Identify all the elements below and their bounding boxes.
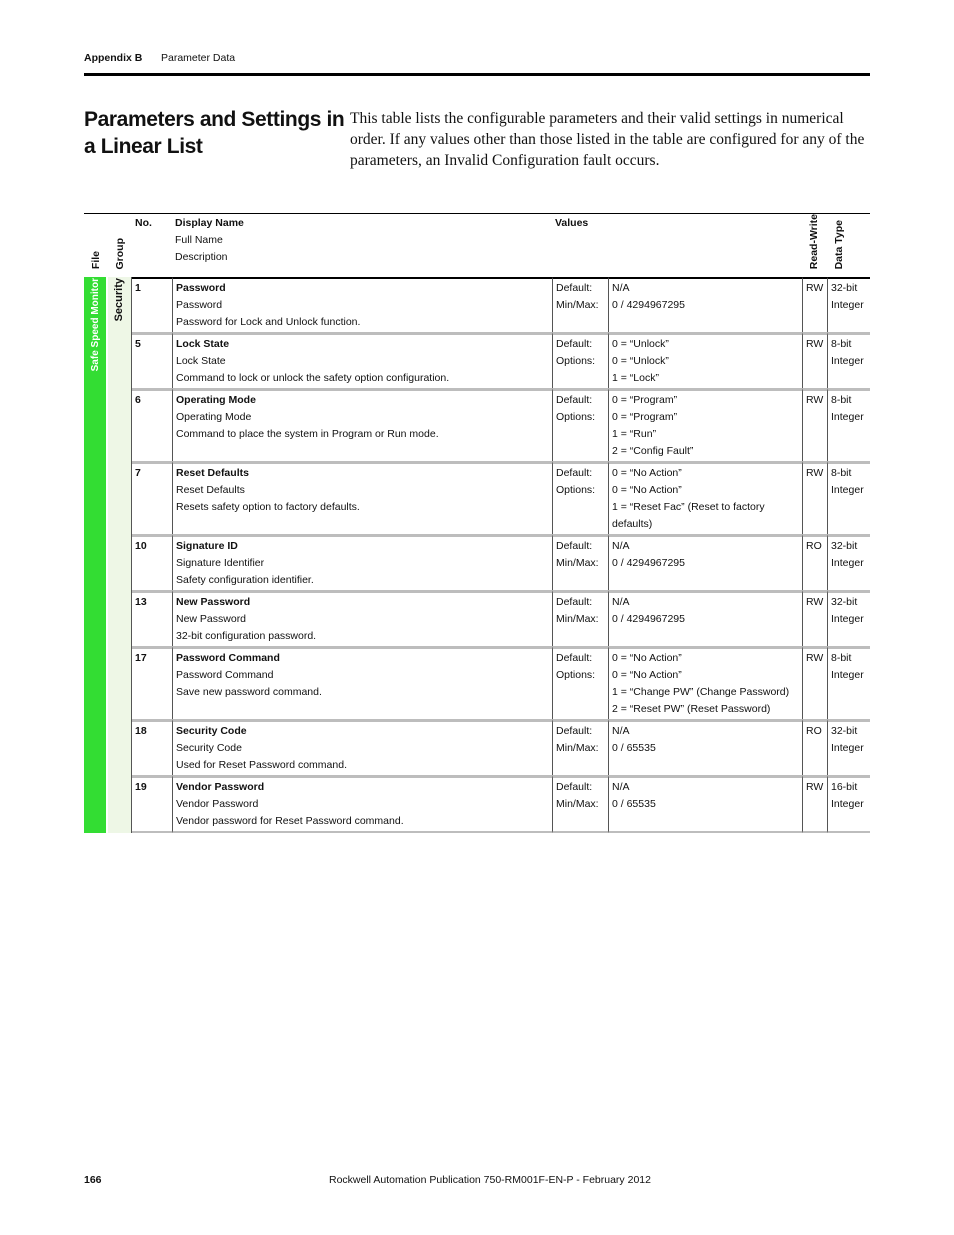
param-full-name: New Password: [176, 613, 247, 626]
data-type-line: 8-bit: [831, 652, 852, 665]
header-data-type: Data Type: [827, 213, 870, 277]
value-labels: [552, 388, 608, 461]
group-label: Security: [113, 278, 125, 322]
param-full-name: Password Command: [176, 669, 274, 682]
table-row: [84, 646, 870, 719]
param-display-name: New Password: [176, 596, 251, 609]
param-description: Vendor password for Reset Password command.: [176, 815, 404, 828]
param-description: Command to place the system in Program or Run mode.: [176, 428, 439, 441]
param-description: Safety configuration identifier.: [176, 574, 314, 587]
parameter-table: [84, 213, 870, 833]
param-names: [172, 277, 552, 332]
value-label: Min/Max:: [556, 742, 599, 755]
data-type-line: Integer: [831, 355, 864, 368]
param-display-name: Lock State: [176, 338, 230, 351]
param-full-name: Operating Mode: [176, 411, 252, 424]
value-label: Default:: [556, 725, 593, 738]
param-display-name: Vendor Password: [176, 781, 265, 794]
param-names: [172, 534, 552, 590]
param-names: [172, 388, 552, 461]
param-number: 18: [132, 719, 172, 775]
read-write: RW: [802, 461, 827, 534]
header-values: Values: [552, 213, 802, 277]
param-display-name: Reset Defaults: [176, 467, 249, 480]
data-type-line: Integer: [831, 299, 864, 312]
value-label: Default:: [556, 596, 593, 609]
data-type-line: Integer: [831, 557, 864, 570]
value-item: 0 / 65535: [612, 798, 656, 811]
param-number: 13: [132, 590, 172, 646]
param-full-name: Security Code: [176, 742, 242, 755]
value-item: 1 = “Run”: [612, 428, 657, 441]
param-names: [172, 719, 552, 775]
value-item: 2 = “Config Fault”: [612, 445, 694, 458]
value-labels: [552, 534, 608, 590]
value-list: [608, 590, 802, 646]
param-display-name: Password Command: [176, 652, 280, 665]
value-label: Default:: [556, 652, 593, 665]
header-group: Group: [108, 213, 132, 277]
data-type: [827, 461, 870, 534]
value-list: [608, 775, 802, 833]
page-number: 166: [84, 1174, 102, 1186]
data-type: [827, 388, 870, 461]
table-row: [84, 719, 870, 775]
file-label: Safe Speed Monitor: [90, 278, 101, 372]
param-display-name: Password: [176, 282, 226, 295]
value-label: Default:: [556, 338, 593, 351]
param-description: 32-bit configuration password.: [176, 630, 317, 643]
param-description: Used for Reset Password command.: [176, 759, 347, 772]
param-description: Command to lock or unlock the safety option configuration.: [176, 372, 450, 385]
value-label: Default:: [556, 781, 593, 794]
read-write: RW: [802, 775, 827, 833]
param-number: 6: [132, 388, 172, 461]
value-item: 0 = “Program”: [612, 411, 678, 424]
read-write: RO: [802, 534, 827, 590]
page-header: [84, 52, 870, 64]
table-row: [84, 590, 870, 646]
value-labels: [552, 277, 608, 332]
parameter-table-body: [84, 277, 870, 833]
value-item: N/A: [612, 596, 630, 609]
value-label: Min/Max:: [556, 613, 599, 626]
data-type: [827, 775, 870, 833]
data-type: [827, 277, 870, 332]
param-names: [172, 461, 552, 534]
table-row: [84, 277, 870, 332]
value-item: 0 = “No Action”: [612, 467, 682, 480]
table-row: [84, 332, 870, 388]
value-item: 0 = “Program”: [612, 394, 678, 407]
table-row: [84, 775, 870, 833]
value-list: [608, 388, 802, 461]
param-number: 1: [132, 277, 172, 332]
value-label: Default:: [556, 394, 593, 407]
read-write: RW: [802, 332, 827, 388]
data-type-line: 8-bit: [831, 338, 852, 351]
param-full-name: Password: [176, 299, 223, 312]
value-item: N/A: [612, 725, 630, 738]
value-item: 0 / 4294967295: [612, 613, 685, 626]
value-item: 0 = “No Action”: [612, 669, 682, 682]
value-item: 2 = “Reset PW” (Reset Password): [612, 703, 771, 716]
value-label: Options:: [556, 669, 596, 682]
param-number: 17: [132, 646, 172, 719]
data-type: [827, 590, 870, 646]
value-list: [608, 332, 802, 388]
data-type-line: 16-bit: [831, 781, 858, 794]
param-full-name: Signature Identifier: [176, 557, 265, 570]
appendix-label: Appendix B: [84, 52, 143, 64]
read-write: RW: [802, 277, 827, 332]
param-description: Password for Lock and Unlock function.: [176, 316, 361, 329]
value-label: Options:: [556, 355, 596, 368]
value-item: 0 = “No Action”: [612, 484, 682, 497]
value-label: Min/Max:: [556, 299, 599, 312]
param-description: Save new password command.: [176, 686, 322, 699]
param-number: 10: [132, 534, 172, 590]
table-header-row: [84, 213, 870, 277]
param-display-name: Security Code: [176, 725, 247, 738]
param-names: [172, 775, 552, 833]
read-write: RW: [802, 590, 827, 646]
value-labels: [552, 332, 608, 388]
param-full-name: Vendor Password: [176, 798, 259, 811]
page-title: Parameters and Settings in a Linear List: [84, 108, 345, 158]
data-type: [827, 719, 870, 775]
value-list: [608, 646, 802, 719]
value-item: N/A: [612, 540, 630, 553]
data-type-line: Integer: [831, 484, 864, 497]
header-no: No.: [132, 213, 172, 277]
value-item: 1 = “Reset Fac” (Reset to factory defaults): [612, 501, 765, 531]
value-label: Default:: [556, 540, 593, 553]
param-description: Resets safety option to factory defaults.: [176, 501, 360, 514]
page-footer: [84, 1174, 870, 1186]
value-item: 0 / 4294967295: [612, 299, 685, 312]
data-type-line: 32-bit: [831, 540, 858, 553]
data-type-line: Integer: [831, 798, 864, 811]
value-item: N/A: [612, 781, 630, 794]
value-item: 0 / 65535: [612, 742, 656, 755]
intro-paragraph: This table lists the configurable parameters and their valid settings in numerical order. If any values other than those listed in the table are configured for any of the parameters, an Invalid Configuration fault occurs.: [350, 110, 865, 169]
param-number: 7: [132, 461, 172, 534]
value-list: [608, 719, 802, 775]
value-item: N/A: [612, 282, 630, 295]
param-full-name: Reset Defaults: [176, 484, 245, 497]
param-names: [172, 646, 552, 719]
value-item: 1 = “Lock”: [612, 372, 659, 385]
read-write: RW: [802, 388, 827, 461]
header-read-write: Read-Write: [802, 213, 827, 277]
param-display-name: Operating Mode: [176, 394, 256, 407]
group-band: [108, 277, 132, 833]
header-rule: [84, 73, 870, 76]
value-label: Options:: [556, 484, 596, 497]
value-label: Default:: [556, 282, 593, 295]
table-row: [84, 534, 870, 590]
value-list: [608, 534, 802, 590]
value-label: Options:: [556, 411, 596, 424]
param-full-name: Lock State: [176, 355, 226, 368]
table-row: [84, 461, 870, 534]
data-type: [827, 332, 870, 388]
data-type-line: 8-bit: [831, 467, 852, 480]
data-type-line: 8-bit: [831, 394, 852, 407]
param-names: [172, 590, 552, 646]
param-display-name: Signature ID: [176, 540, 238, 553]
value-labels: [552, 646, 608, 719]
data-type-line: Integer: [831, 742, 864, 755]
param-names: [172, 332, 552, 388]
value-item: 0 / 4294967295: [612, 557, 685, 570]
data-type-line: Integer: [831, 411, 864, 424]
read-write: RW: [802, 646, 827, 719]
value-item: 1 = “Change PW” (Change Password): [612, 686, 790, 699]
data-type-line: Integer: [831, 613, 864, 626]
data-type: [827, 646, 870, 719]
value-item: 0 = “Unlock”: [612, 338, 669, 351]
table-row: [84, 388, 870, 461]
value-labels: [552, 775, 608, 833]
value-label: Min/Max:: [556, 557, 599, 570]
value-label: Min/Max:: [556, 798, 599, 811]
data-type-line: Integer: [831, 669, 864, 682]
file-band: [84, 277, 108, 833]
data-type-line: 32-bit: [831, 282, 858, 295]
header-display-name: Display Name Full Name Description: [172, 213, 552, 277]
value-labels: [552, 461, 608, 534]
value-label: Default:: [556, 467, 593, 480]
param-number: 5: [132, 332, 172, 388]
publication-info: Rockwell Automation Publication 750-RM001F-EN-P - February 2012: [329, 1174, 651, 1186]
value-list: [608, 461, 802, 534]
value-list: [608, 277, 802, 332]
value-labels: [552, 590, 608, 646]
value-labels: [552, 719, 608, 775]
data-type: [827, 534, 870, 590]
read-write: RO: [802, 719, 827, 775]
param-number: 19: [132, 775, 172, 833]
data-type-line: 32-bit: [831, 596, 858, 609]
header-file: File: [84, 213, 108, 277]
value-item: 0 = “No Action”: [612, 652, 682, 665]
section-label: Parameter Data: [161, 52, 236, 64]
data-type-line: 32-bit: [831, 725, 858, 738]
value-item: 0 = “Unlock”: [612, 355, 669, 368]
